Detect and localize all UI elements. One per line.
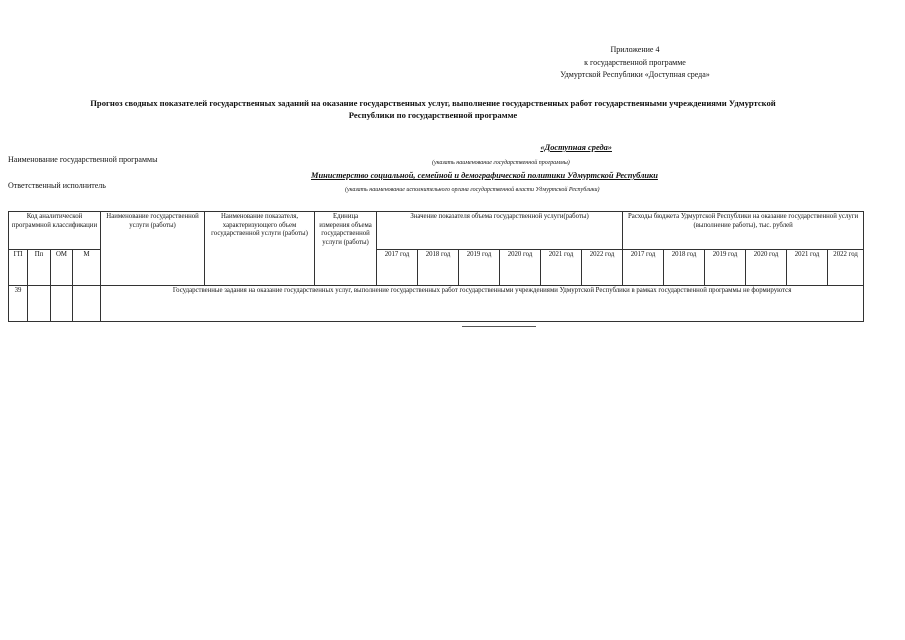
header-code-om: ОМ [51,250,73,286]
header-expense-year: 2021 год [787,250,828,286]
header-value-year: 2017 год [377,250,418,286]
program-value: «Доступная среда» [540,143,612,152]
header-expense-year: 2017 год [623,250,664,286]
header-expense-year: 2022 год [828,250,864,286]
appendix-program: Удмуртской Республики «Доступная среда» [560,70,710,79]
document-title-line1: Прогноз сводных показателей государственных заданий на оказание государственных услуг, выполнение государственных работ государственными учреждениями Удмуртской [90,98,776,108]
executor-hint: (указать наименование исполнительного органа государственной власти Удмуртской Республики) [345,187,600,193]
header-unit: Единица измерения объема государственной услуги (работы) [315,212,377,286]
header-code: Код аналитической программной классификации [9,212,101,250]
header-code-gp: ГП [9,250,28,286]
row-pp-code [28,286,51,322]
indicators-table [8,211,864,322]
header-code-pp: Пп [28,250,51,286]
executor-label: Ответственный исполнитель [8,181,106,190]
header-values-group: Значение показателя объема государственной услуги(работы) [377,212,623,250]
header-value-year: 2021 год [541,250,582,286]
appendix-number: Приложение 4 [610,45,660,54]
header-code-m: М [73,250,101,286]
header-expense-year: 2018 год [664,250,705,286]
header-expenses-group: Расходы бюджета Удмуртской Республики на оказание государственной услуги (выполнение работы), тыс. рублей [623,212,864,250]
row-gp-code: 39 [9,286,28,322]
appendix-block [520,44,750,82]
closing-line [462,326,536,327]
header-service-name: Наименование государственной услуги (работы) [101,212,205,286]
executor-value: Министерство социальной, семейной и демографической политики Удмуртской Республики [311,171,658,180]
header-expense-year: 2019 год [705,250,746,286]
program-label: Наименование государственной программы [8,155,158,164]
document-title [22,97,844,121]
header-indicator-name: Наименование показателя, характеризующего объем государственной услуги (работы) [205,212,315,286]
program-hint: (указать наименование государственной программы) [432,160,570,166]
row-om-code [51,286,73,322]
document-title-line2: Республики по государственной программе [348,110,518,120]
header-value-year: 2018 год [418,250,459,286]
header-expense-year: 2020 год [746,250,787,286]
row-description: Государственные задания на оказание государственных услуг, выполнение государственных работ государственными учреждениями Удмуртской Республики в рамках государственной программы не формируются [101,286,864,322]
header-value-year: 2020 год [500,250,541,286]
header-value-year: 2022 год [582,250,623,286]
table-row [9,286,864,322]
row-m-code [73,286,101,322]
appendix-reference: к государственной программе [584,57,686,67]
header-value-year: 2019 год [459,250,500,286]
